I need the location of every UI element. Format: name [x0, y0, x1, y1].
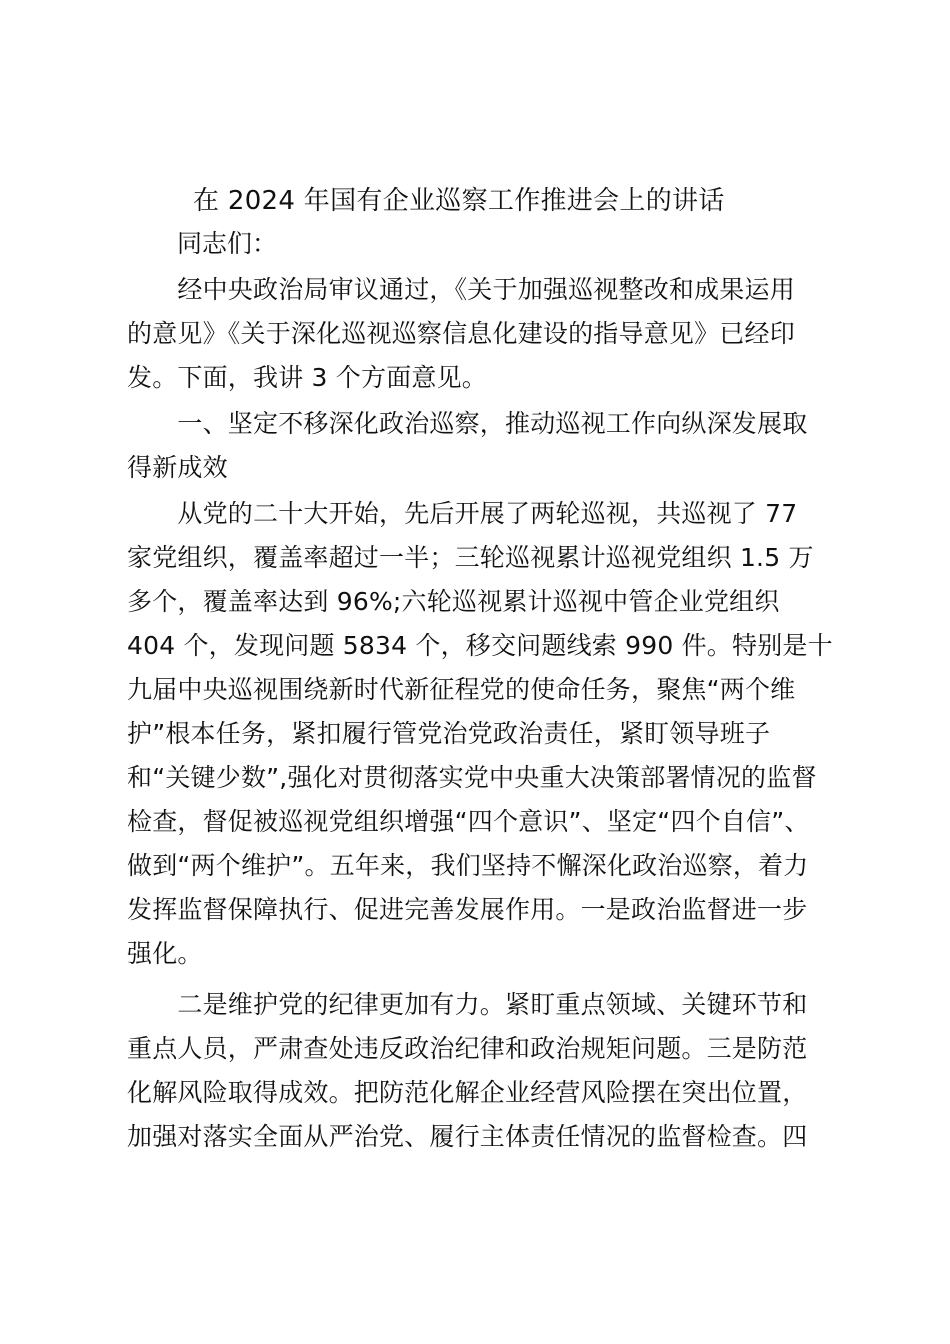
text-line: 和“关键少数”,强化对贯彻落实党中央重大决策部署情况的监督 [127, 763, 817, 792]
text-line: 发挥监督保障执行、促进完善发展作用。一是政治监督进一步 [127, 895, 808, 924]
section-heading-1 [127, 402, 827, 490]
text-line: 家党组织，覆盖率超过一半；三轮巡视累计巡视党组织 1.5 万 [127, 543, 814, 572]
text-line: 多个，覆盖率达到 96%;六轮巡视累计巡视中管企业党组织 [127, 587, 780, 616]
text-line: 一、坚定不移深化政治巡察，推动巡视工作向纵深发展取 [127, 409, 808, 438]
text-line: 二是维护党的纪律更加有力。紧盯重点领域、关键环节和 [127, 990, 808, 1019]
salutation: 同志们： [177, 229, 278, 258]
text-line: 护”根本任务，紧扣履行管党治党政治责任，紧盯领导班子 [127, 719, 771, 748]
text-line: 发。下面，我讲 3 个方面意见。 [127, 363, 488, 392]
text-line: 化解风险取得成效。把防范化解企业经营风险摆在突出位置， [127, 1078, 808, 1107]
text-line: 得新成效 [127, 453, 228, 482]
text-line: 重点人员，严肃查处违反政治纪律和政治规矩问题。三是防范 [127, 1034, 808, 1063]
text-line: 检查，督促被巡视党组织增强“四个意识”、坚定“四个自信”、 [127, 807, 810, 836]
text-line: 经中央政治局审议通过，《关于加强巡视整改和成果运用 [127, 275, 795, 304]
text-line: 九届中央巡视围绕新时代新征程党的使命任务，聚焦“两个维 [127, 675, 796, 704]
text-line: 做到“两个维护”。五年来，我们坚持不懈深化政治巡察，着力 [127, 851, 809, 880]
text-line: 强化。 [127, 939, 203, 968]
paragraph-1 [127, 268, 827, 400]
document-title: 在 2024 年国有企业巡察工作推进会上的讲话 [193, 186, 725, 216]
paragraph-3 [127, 983, 827, 1159]
text-line: 从党的二十大开始，先后开展了两轮巡视，共巡视了 77 [127, 499, 798, 528]
text-line: 404 个，发现问题 5834 个，移交问题线索 990 件。特别是十 [127, 631, 833, 660]
text-line: 加强对落实全面从严治党、履行主体责任情况的监督检查。四 [127, 1122, 808, 1151]
text-line: 的意见》《关于深化巡视巡察信息化建设的指导意见》已经印 [127, 319, 795, 348]
paragraph-2 [127, 492, 833, 976]
